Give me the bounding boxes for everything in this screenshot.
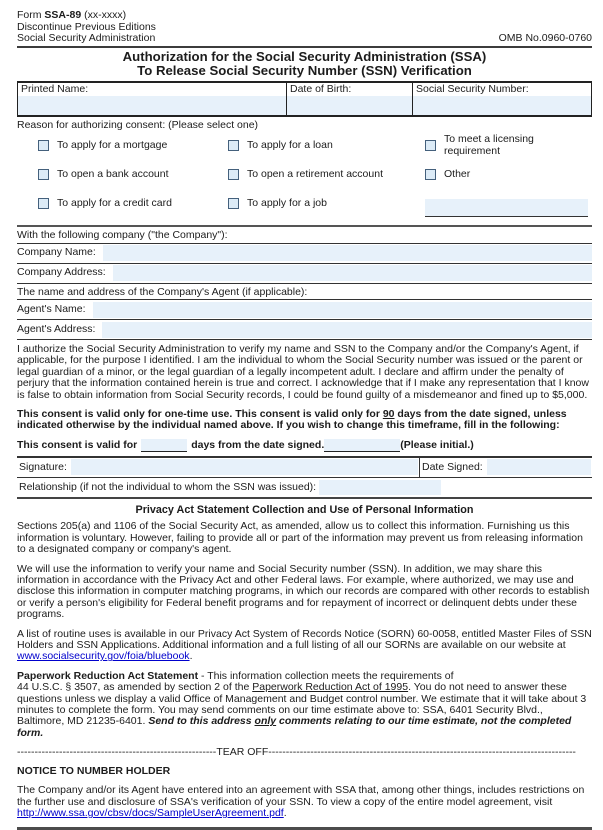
signature-table: [17, 456, 592, 499]
reason-option-retirement-account: [228, 168, 425, 181]
notice-paragraph: The Company and/or its Agent have entered into an agreement with SSA that, among other things, includes restrictions on the further use and disclosure of SSA's verification of your SSN. To view a copy of the entire model agreement, visit http://www.ssa.gov/cbsv/docs/SampleUserAgreement.pdf.: [17, 784, 585, 820]
agent-name-label: Agent's Name:: [17, 302, 86, 315]
date-of-birth-cell: [287, 83, 413, 115]
checkbox-retirement-account[interactable]: [228, 169, 239, 180]
fill-line-post: (Please initial.): [400, 439, 474, 452]
date-of-birth-input[interactable]: [287, 96, 412, 115]
signature-input[interactable]: [71, 459, 418, 475]
agent-section-label: The name and address of the Company's Agent (if applicable):: [17, 284, 592, 301]
company-address-input[interactable]: [113, 265, 592, 281]
other-reason-cell: [425, 197, 592, 217]
checkbox-label: To open a retirement account: [247, 167, 383, 180]
default-days: 90: [382, 408, 395, 421]
reason-checkbox-grid: [17, 133, 592, 217]
relationship-row: [17, 478, 592, 497]
agent-name-input[interactable]: [93, 302, 592, 318]
date-signed-input[interactable]: [487, 459, 591, 475]
reason-option-job: [228, 197, 425, 210]
form-number-line: Form SSA-89 (xx-xxxx): [17, 9, 127, 21]
checkbox-other[interactable]: [425, 169, 436, 180]
reason-option-bank-account: [38, 168, 228, 181]
discontinue-line: Discontinue Previous Editions: [17, 20, 156, 33]
company-section-label: With the following company ("the Company"):: [17, 227, 592, 244]
bluebook-link[interactable]: www.socialsecurity.gov/foia/bluebook: [17, 650, 190, 663]
tear-off-label: TEAR OFF: [216, 746, 269, 759]
signature-label: Signature:: [19, 460, 67, 473]
agency-line: Social Security Administration: [17, 32, 156, 44]
checkbox-loan[interactable]: [228, 140, 239, 151]
fill-line-pre: This consent is valid for: [17, 439, 138, 452]
authorization-paragraph: I authorize the Social Security Administration to verify my name and SSN to the Company and/or the Company's Agent, if applicable, for the purpose I identified. I am the individual to whom the Social Security number was issued or the parent or legal guardian of a minor, or the legal guardian of a legally incompetent adult. I declare and affirm under the penalty of perjury that the information contained herein is true and correct. I acknowledge that if I make any representation that I know is false to obtain information from Social Security records, I could be found guilty of a misdemeanor and fined up to $5,000.: [17, 343, 589, 401]
ssn-cell: [413, 83, 591, 115]
checkbox-credit-card[interactable]: [38, 198, 49, 209]
printed-name-label: Printed Name:: [21, 82, 89, 95]
validity-paragraph: This consent is valid only for one-time use. This consent is valid only for 90 days from the date signed, unless indicated otherwise by the individual named above. If you wish to change this timeframe, fill in the following:: [17, 408, 567, 432]
privacy-paragraph-2: We will use the information to verify your name and Social Security number (SSN). In addition, we may share this information in accordance with the Privacy Act and other Federal laws. For example, where authorized, we may use and disclose this information in computer matching programs, in which our records are compared with other records to establish or verify a person's eligibility for Federal benefit programs and for repayment of incorrect or delinquent debts under these programs.: [17, 562, 590, 621]
tear-off-line: ---------------------------------------------------------TEAR OFF----------------------------------------------------------------------------------------: [17, 746, 576, 759]
signature-cell: [17, 458, 420, 477]
form-header: [17, 10, 592, 45]
company-address-label: Company Address:: [17, 266, 106, 279]
checkbox-label: To apply for a credit card: [57, 196, 172, 209]
checkbox-label: Other: [444, 167, 471, 180]
paperwork-reduction-paragraph: Paperwork Reduction Act Statement - This information collection meets the requirements of 44 U.S.C. § 3507, as amended by section 2 of the Paperwork Reduction Act of 1995. You do not need to answer these questions unless we display a valid Office of Management and Budget control number. We estimate that it will take about 3 minutes to complete the form. You may send comments on our time estimate above to: SSA, 6401 Security Blvd., Baltimore, MD 21235-6401. Send to this address only comments relating to our time estimate, not the completed form.: [17, 669, 587, 739]
ssn-input[interactable]: [413, 96, 591, 115]
form-title-line2: To Release Social Security Number (SSN) Verification: [137, 63, 472, 78]
agent-address-row: [17, 320, 592, 340]
privacy-paragraph-1: Sections 205(a) and 1106 of the Social Security Act, as amended, allow us to collect this information. Furnishing us this information is voluntary. However, failing to provide all or part of the information may prevent us from releasing information to a designated company or company's agent.: [17, 520, 583, 556]
privacy-paragraph-3: A list of routine uses is available in our Privacy Act System of Records Notice (SORN) 60-0058, entitled Master Files of SSN Holders and SSN Applications. Additional information and a full listing of all our SORNs are available on our website at www.socialsecurity.gov/foia/bluebook.: [17, 627, 592, 663]
form-number: SSA-89: [44, 9, 82, 21]
checkbox-licensing-requirement[interactable]: [425, 140, 436, 151]
checkbox-mortgage[interactable]: [38, 140, 49, 151]
agent-address-input[interactable]: [102, 322, 592, 338]
paperwork-heading: Paperwork Reduction Act Statement: [17, 669, 199, 682]
notice-heading: NOTICE TO NUMBER HOLDER: [17, 764, 171, 777]
checkbox-label: To meet a licensing requirement: [444, 133, 534, 157]
ssn-label: Social Security Number:: [416, 82, 529, 95]
relationship-label: Relationship (if not the individual to whom the SSN was issued):: [19, 480, 317, 493]
paperwork-act-name: Paperwork Reduction Act of 1995: [252, 681, 409, 694]
checkbox-label: To apply for a mortgage: [57, 138, 168, 151]
checkbox-bank-account[interactable]: [38, 169, 49, 180]
consent-days-input[interactable]: [141, 439, 187, 452]
company-address-row: [17, 264, 592, 284]
identity-table: [17, 81, 592, 117]
date-signed-label: Date Signed:: [422, 460, 483, 473]
other-reason-input[interactable]: [425, 199, 588, 217]
checkbox-label: To open a bank account: [57, 167, 169, 180]
company-name-input[interactable]: [103, 245, 592, 261]
date-signed-cell: [420, 458, 592, 477]
reason-option-credit-card: [38, 197, 228, 210]
sample-user-agreement-link[interactable]: http://www.ssa.gov/cbsv/docs/SampleUserAgreement.pdf: [17, 807, 284, 820]
signature-row: [17, 458, 592, 478]
printed-name-input[interactable]: [18, 96, 286, 115]
checkbox-label: To apply for a loan: [247, 138, 333, 151]
relationship-input[interactable]: [319, 480, 441, 495]
agent-address-label: Agent's Address:: [17, 322, 96, 335]
omb-number: OMB No.0960-0760: [498, 32, 592, 44]
form-title-line1: Authorization for the Social Security Administration (SSA): [122, 48, 487, 64]
agent-name-row: [17, 300, 592, 320]
consent-fill-line: [17, 436, 592, 452]
privacy-act-heading: Privacy Act Statement Collection and Use of Personal Information: [135, 503, 474, 516]
initial-input[interactable]: [324, 439, 400, 452]
checkbox-label: To apply for a job: [247, 196, 327, 209]
date-of-birth-label: Date of Birth:: [290, 82, 352, 95]
company-name-row: [17, 244, 592, 264]
header-divider: [17, 46, 592, 48]
checkbox-job[interactable]: [228, 198, 239, 209]
reason-prompt: Reason for authorizing consent: (Please select one): [17, 118, 259, 131]
printed-name-cell: [18, 83, 287, 115]
reason-option-other: [425, 168, 592, 181]
company-name-label: Company Name:: [17, 246, 96, 259]
form-title: [17, 50, 592, 79]
fill-line-mid: days from the date signed.: [191, 439, 325, 452]
reason-option-licensing: [425, 133, 592, 157]
reason-option-loan: [228, 139, 425, 152]
reason-option-mortgage: [38, 139, 228, 152]
form-id-block: [17, 10, 156, 45]
